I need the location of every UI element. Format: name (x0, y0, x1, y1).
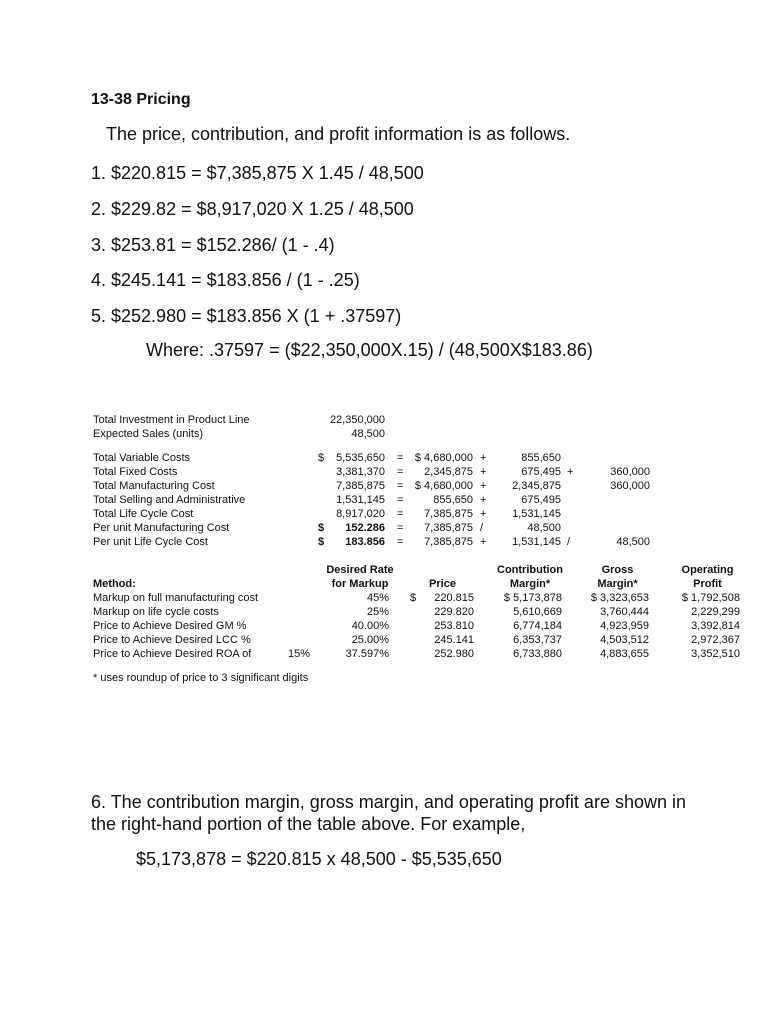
header-rate-2: for Markup (331, 578, 389, 590)
method-row-operating-profit: $ 1,792,508 (681, 592, 740, 604)
method-row-price: 220.815 (434, 592, 474, 604)
cost-row-operator: = (397, 452, 404, 464)
expected-sales-label: Expected Sales (units) (93, 428, 204, 440)
cost-row-component-3: 360,000 (610, 466, 650, 478)
cost-row-label: Total Manufacturing Cost (93, 480, 215, 492)
cost-row-component-1: $ 4,680,000 (414, 452, 473, 464)
expected-sales-value: 48,500 (351, 428, 385, 440)
cost-row-label: Total Variable Costs (93, 452, 191, 464)
method-row-operating-profit: 3,352,510 (691, 648, 740, 660)
header-gm-1: Gross (601, 564, 634, 576)
cost-row-component-1: $ 4,680,000 (414, 480, 473, 492)
method-row-price-currency: $ (410, 592, 417, 604)
equation-1: 1. $220.815 = $7,385,875 X 1.45 / 48,500 (91, 163, 424, 183)
cost-row-operator-2: / (480, 522, 484, 534)
cost-row-component-2: 1,531,145 (512, 508, 561, 520)
footnote: * uses roundup of price to 3 significant digits (93, 672, 309, 684)
cost-row-label: Total Life Cycle Cost (93, 508, 194, 520)
header-method: Method: (93, 578, 136, 590)
cost-row-component-2: 675,495 (521, 466, 561, 478)
cost-row-operator: = (397, 480, 404, 492)
intro-text: The price, contribution, and profit information is as follows. (106, 124, 571, 144)
method-row-contribution-margin: 6,733,880 (513, 648, 562, 660)
cost-row-operator-3: + (567, 466, 574, 478)
cost-row-value: 152.286 (345, 522, 385, 534)
method-row-contribution-margin: $ 5,173,878 (503, 592, 562, 604)
cost-row-component-2: 2,345,875 (512, 480, 561, 492)
cost-row-operator-2: + (480, 508, 487, 520)
header-price: Price (429, 578, 456, 590)
cost-row-operator-2: + (480, 480, 487, 492)
cost-row-value: 8,917,020 (336, 508, 385, 520)
header-op-1: Operating (681, 564, 734, 576)
method-row-name: Markup on life cycle costs (93, 606, 219, 618)
cost-row-component-1: 2,345,875 (424, 466, 473, 478)
cost-row-operator-2: + (480, 466, 487, 478)
method-row-gross-margin: 4,503,512 (600, 634, 649, 646)
method-row-rate: 25% (366, 606, 389, 618)
method-row-name: Price to Achieve Desired LCC % (93, 634, 251, 646)
paragraph-6: 6. The contribution margin, gross margin, and operating profit are shown in the right-hand portion of the table above. For example, (91, 792, 686, 834)
method-row-rate: 25.00% (351, 634, 389, 646)
cost-row-value: 7,385,875 (336, 480, 385, 492)
cost-row-component-2: 48,500 (527, 522, 561, 534)
cost-row-component-1: 7,385,875 (424, 522, 473, 534)
method-row-contribution-margin: 6,353,737 (513, 634, 562, 646)
cost-row-value: 1,531,145 (336, 494, 385, 506)
cost-row-value: 3,381,370 (336, 466, 385, 478)
method-row-name: Price to Achieve Desired ROA of (93, 648, 252, 660)
cost-row-value: 5,535,650 (336, 452, 385, 464)
cost-row-operator: = (397, 536, 404, 548)
equation-5: 5. $252.980 = $183.856 X (1 + .37597) (91, 306, 402, 326)
investment-label: Total Investment in Product Line (93, 414, 250, 426)
cost-row-label: Per unit Life Cycle Cost (93, 536, 208, 548)
header-rate-1: Desired Rate (326, 564, 394, 576)
cost-row-component-1: 7,385,875 (424, 536, 473, 548)
method-row-operating-profit: 2,972,367 (691, 634, 740, 646)
cost-row-operator-2: + (480, 494, 487, 506)
cost-row-component-2: 855,650 (521, 452, 561, 464)
method-row-gross-margin: $ 3,323,653 (590, 592, 649, 604)
cost-row-currency: $ (318, 452, 325, 464)
cost-row-operator: = (397, 494, 404, 506)
method-row-contribution-margin: 5,610,669 (513, 606, 562, 618)
cost-row-operator-3: / (567, 536, 571, 548)
method-row-price: 252.980 (434, 648, 474, 660)
cost-row-currency: $ (318, 522, 325, 534)
method-row-rate: 40.00% (351, 620, 389, 632)
method-row-price: 253.810 (434, 620, 474, 632)
cost-row-operator-2: + (480, 452, 487, 464)
method-row-gross-margin: 4,923,959 (600, 620, 649, 632)
method-row-price: 229.820 (434, 606, 474, 618)
header-cm-2: Margin* (509, 578, 551, 590)
method-row-name: Price to Achieve Desired GM % (93, 620, 247, 632)
equation-2: 2. $229.82 = $8,917,020 X 1.25 / 48,500 (91, 199, 414, 219)
cost-row-operator: = (397, 508, 404, 520)
header-op-2: Profit (693, 578, 722, 590)
cost-row-component-1: 855,650 (433, 494, 473, 506)
cost-row-label: Total Fixed Costs (93, 466, 178, 478)
method-row-rate: 37.597% (345, 648, 389, 660)
method-row-name: Markup on full manufacturing cost (93, 592, 259, 604)
method-row-gross-margin: 3,760,444 (600, 606, 649, 618)
cost-row-operator: = (397, 466, 404, 478)
cost-row-component-3: 48,500 (616, 536, 650, 548)
cost-row-operator: = (397, 522, 404, 534)
method-row-contribution-margin: 6,774,184 (513, 620, 562, 632)
method-row-gross-margin: 4,883,655 (600, 648, 649, 660)
cost-row-currency: $ (318, 536, 325, 548)
investment-value: 22,350,000 (329, 414, 385, 426)
cost-row-component-2: 1,531,145 (512, 536, 561, 548)
cost-row-component-1: 7,385,875 (424, 508, 473, 520)
method-row-price: 245.141 (434, 634, 474, 646)
method-row-extra: 15% (288, 648, 311, 660)
cost-row-component-2: 675,495 (521, 494, 561, 506)
example-equation: $5,173,878 = $220.815 x 48,500 - $5,535,650 (136, 849, 502, 869)
cost-row-operator-2: + (480, 536, 487, 548)
header-cm-1: Contribution (497, 564, 563, 576)
cost-row-label: Per unit Manufacturing Cost (93, 522, 230, 534)
cost-row-component-3: 360,000 (610, 480, 650, 492)
method-row-operating-profit: 3,392,814 (691, 620, 740, 632)
where-line: Where: .37597 = ($22,350,000X.15) / (48,500X$183.86) (146, 340, 593, 360)
method-row-operating-profit: 2,229,299 (691, 606, 740, 618)
cost-row-label: Total Selling and Administrative (93, 494, 246, 506)
method-row-rate: 45% (366, 592, 389, 604)
equation-4: 4. $245.141 = $183.856 / (1 - .25) (91, 270, 360, 290)
header-gm-2: Margin* (597, 578, 638, 590)
equation-3: 3. $253.81 = $152.286/ (1 - .4) (91, 235, 335, 255)
page-title: 13-38 Pricing (91, 91, 191, 108)
cost-row-value: 183.856 (345, 536, 385, 548)
